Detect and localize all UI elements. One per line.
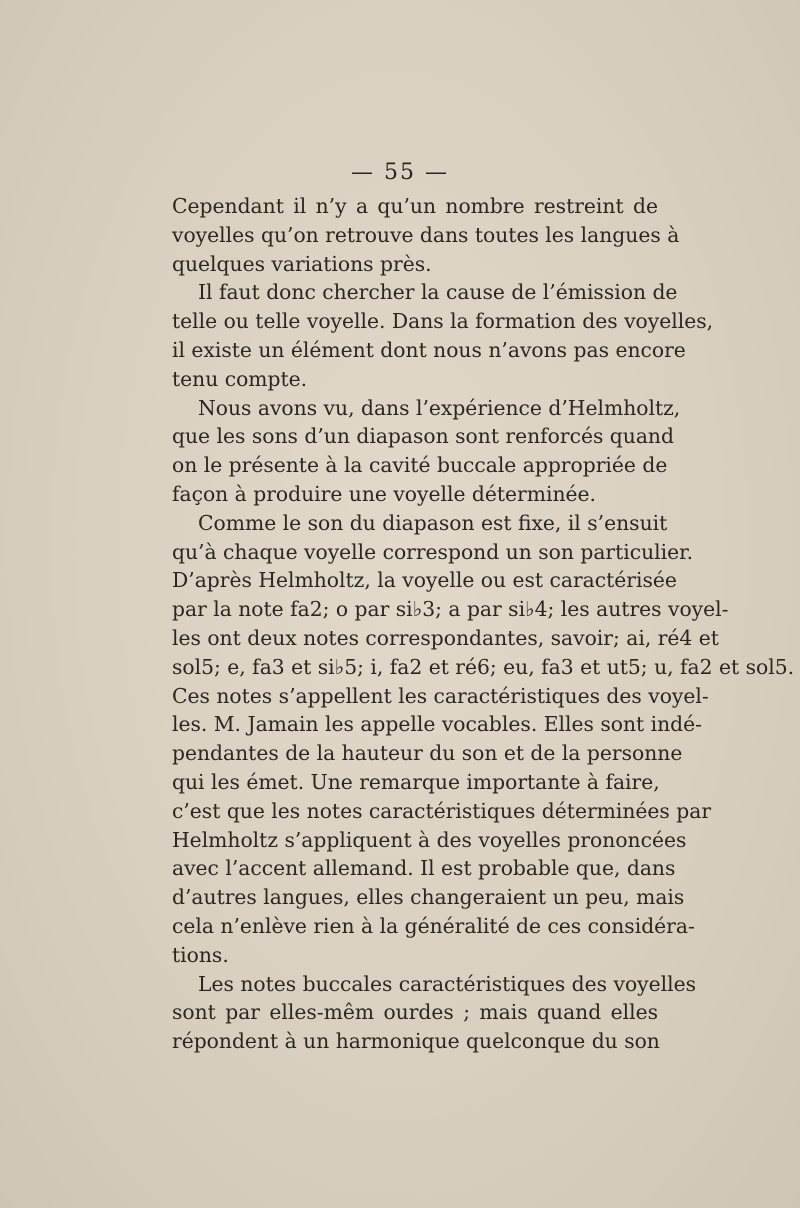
text-line: Les notes buccales caractéristiques des voyelles [198,971,697,996]
text-line: qu’à chaque voyelle correspond un son particulier. [172,539,694,564]
text-line: c’est que les notes caractéristiques déterminées par [172,798,712,823]
text-line: Comme le son du diapason est fixe, il s’ensuit [198,510,668,535]
text-line: tions. [172,942,229,967]
text-line: d’autres langues, elles changeraient un peu, mais [172,885,685,910]
text-line: Il faut donc chercher la cause de l’émission de [198,280,678,305]
text-line: quelques variations près. [172,251,432,276]
body-text [172,192,795,1056]
text-line: sol5; e, fa3 et si♭5; i, fa2 et ré6; eu, fa3 et ut5; u, fa2 et sol5. [172,654,795,679]
text-line: les ont deux notes correspondantes, savoir; ai, ré4 et [172,625,719,650]
text-line: qui les émet. Une remarque importante à faire, [172,769,660,794]
text-line: pendantes de la hauteur du son et de la personne [172,741,683,766]
text-line: il existe un élément dont nous n’avons pas encore [172,337,686,362]
text-line: façon à produire une voyelle déterminée. [172,481,596,506]
text-line: Ces notes s’appellent les caractéristiques des voyel- [172,683,709,708]
text-line: les. M. Jamain les appelle vocables. Elles sont indé- [172,712,703,737]
text-line: D’après Helmholtz, la voyelle ou est caractérisée [172,568,677,593]
text-line: tenu compte. [172,366,308,391]
text-line: Helmholtz s’appliquent à des voyelles prononcées [172,827,687,852]
text-line: telle ou telle voyelle. Dans la formation des voyelles, [172,309,714,334]
text-line: que les sons d’un diapason sont renforcés quand [172,424,674,449]
page-number: — 55 — [351,160,449,185]
text-line: répondent à un harmonique quelconque du son [172,1029,660,1054]
text-line: Nous avons vu, dans l’expérience d’Helmholtz, [198,395,681,420]
text-line: cela n’enlève rien à la généralité de ces considéra- [172,913,695,938]
text-line: on le présente à la cavité buccale appropriée de [172,453,668,478]
text-line: Cependant il n’y a qu’un nombre restreint de [172,194,658,218]
text-line: sont par elles-mêm ourdes ; mais quand elles [172,1000,658,1025]
text-line: avec l’accent allemand. Il est probable que, dans [172,856,676,881]
text-line: voyelles qu’on retrouve dans toutes les langues à [172,222,680,247]
text-line: par la note fa2; o par si♭3; a par si♭4; les autres voyel- [172,597,729,622]
